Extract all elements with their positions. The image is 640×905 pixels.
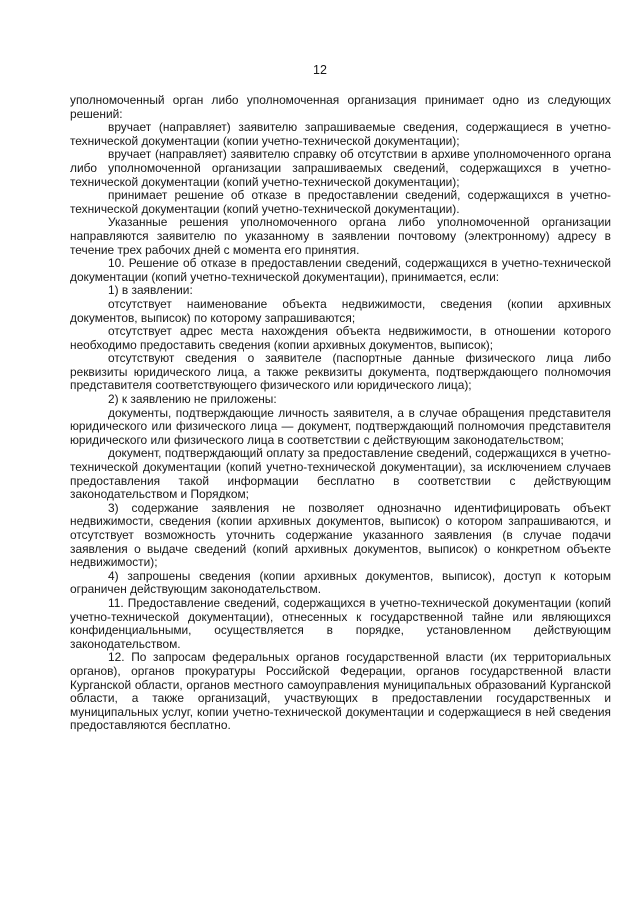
paragraph: 3) содержание заявления не позволяет однозначно идентифицировать объект недвижимости, сведения (копии архивных документов, выписок) о котором запрашиваются, и отсутствует возможность уточнить содержание указанного заявления (в случае подачи заявления о выдаче сведений (копий архивных документов, выписок) о конкретном объекте недвижимости);	[70, 500, 611, 570]
paragraph: вручает (направляет) заявителю запрашиваемые сведения, содержащиеся в учетно-технической документации (копии учетно-технической документации);	[70, 120, 611, 148]
paragraph: отсутствует наименование объекта недвижимости, сведения (копии архивных документов, выписок) по которому запрашиваются;	[70, 296, 611, 325]
paragraph: отсутствуют сведения о заявителе (паспортные данные физического лица либо реквизиты юридического лица, а также реквизиты документа, подтверждающего полномочия представителя соответствующего физического или юридического лица);	[70, 351, 611, 393]
paragraph: документы, подтверждающие личность заявителя, а в случае обращения представителя юридического или физического лица — документ, подтверждающий полномочия представителя юридического или физического лица в соответствии с действующим законодательством;	[70, 405, 611, 447]
paragraph: 1) в заявлении:	[108, 283, 193, 298]
paragraph: документ, подтверждающий оплату за предоставление сведений, содержащихся в учетно-технической документации (копий учетно-технической документации), за исключением случаев предоставления такой информации бесплатно в соответствии с действующим законодательством и Порядком;	[70, 446, 611, 502]
paragraph: 2) к заявлению не приложены:	[108, 392, 277, 407]
paragraph: вручает (направляет) заявителю справку об отсутствии в архиве уполномоченного органа либо уполномоченной организации запрашиваемых сведений, содержащихся в учетно-технической документации (копий учетно-технической документации);	[70, 147, 611, 189]
document-body	[70, 94, 611, 733]
paragraph: уполномоченный орган либо уполномоченная организация принимает одно из следующих решений:	[70, 93, 611, 121]
paragraph: принимает решение об отказе в предоставлении сведений, содержащихся в учетно-технической документации (копий учетно-технической документации).	[70, 188, 611, 216]
paragraph: 12. По запросам федеральных органов государственной власти (их территориальных органов), органов прокуратуры Российской Федерации, органов государственной власти Курганской области, органов местного самоуправления муниципальных образований Курганской области, а также организаций, участвующих в предоставлении государственных и муниципальных услуг, копии учетно-технической документации и содержащиеся в ней сведения предоставляются бесплатно.	[70, 650, 611, 733]
paragraph: 10. Решение об отказе в предоставлении сведений, содержащихся в учетно-технической документации (копий учетно-технической документации), принимается, если:	[70, 256, 611, 284]
paragraph: отсутствует адрес места нахождения объекта недвижимости, в отношении которого необходимо предоставить сведения (копии архивных документов, выписок);	[70, 324, 611, 352]
paragraph: 4) запрошены сведения (копии архивных документов, выписок), доступ к которым ограничен действующим законодательством.	[70, 568, 611, 597]
page-number: 12	[313, 63, 327, 77]
paragraph: 11. Предоставление сведений, содержащихся в учетно-технической документации (копий учетно-технической документации), отнесенных к государственной тайне или являющихся конфиденциальными, осуществляется в порядке, установленном действующим законодательством.	[70, 595, 611, 651]
paragraph: Указанные решения уполномоченного органа либо уполномоченной организации направляются заявителю по указанному в заявлении почтовому (электронному) адресу в течение трех рабочих дней с момента его принятия.	[70, 215, 611, 257]
